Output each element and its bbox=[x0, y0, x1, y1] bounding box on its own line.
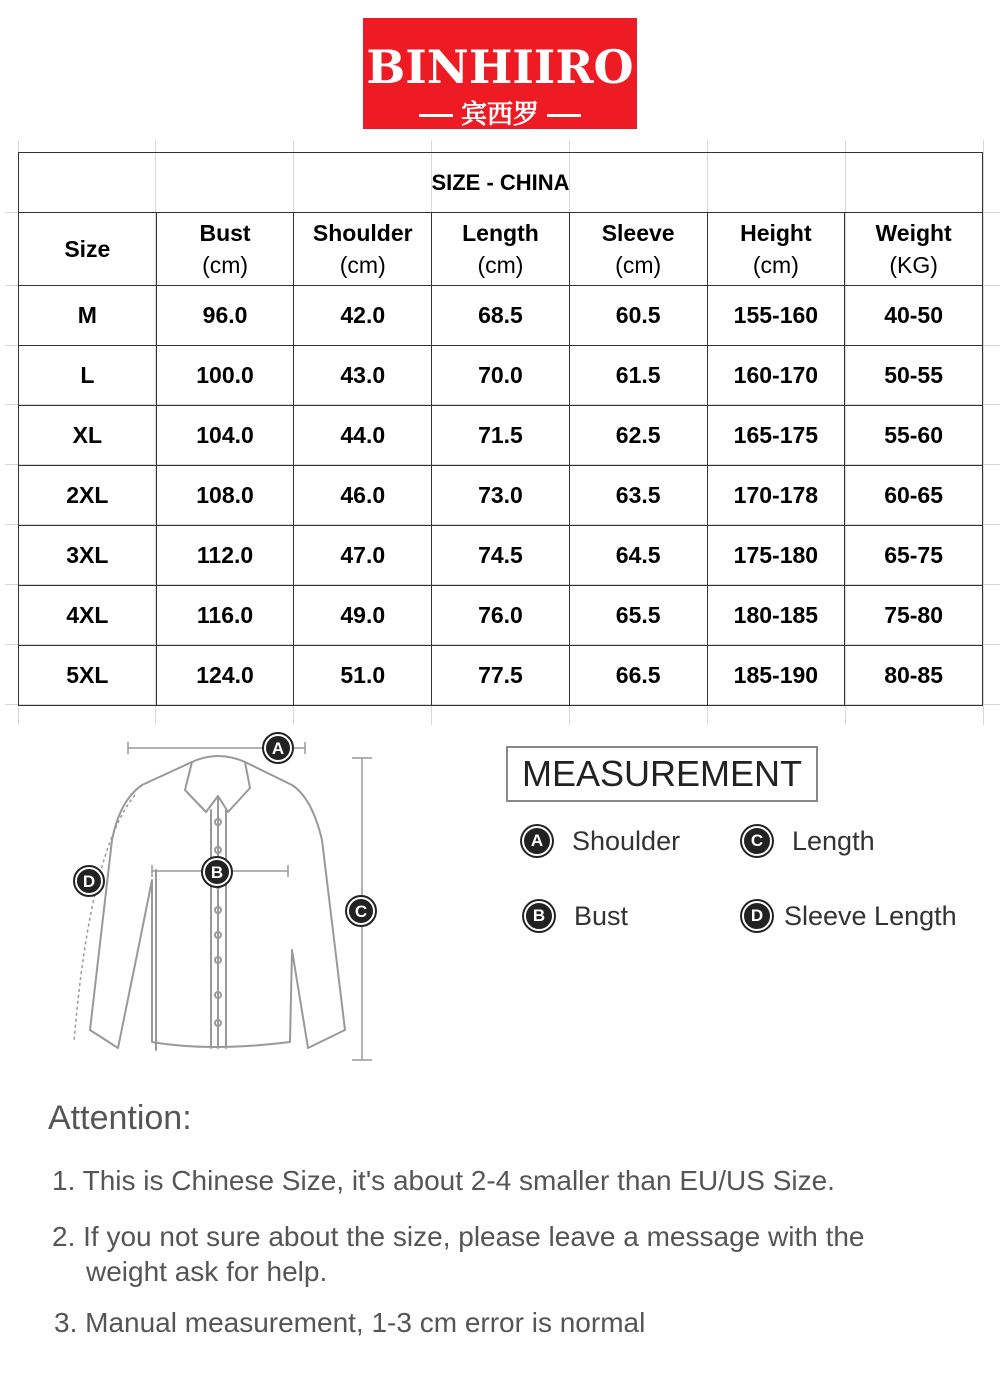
cell-length: 74.5 bbox=[432, 526, 570, 586]
legend-item-length bbox=[742, 826, 875, 856]
header-size: Size bbox=[19, 213, 157, 286]
cell-size: 3XL bbox=[19, 526, 157, 586]
cell-length: 77.5 bbox=[432, 646, 570, 706]
table-row bbox=[19, 286, 983, 346]
cell-length: 71.5 bbox=[432, 406, 570, 466]
cell-shoulder: 42.0 bbox=[294, 286, 432, 346]
shirt-outline-icon bbox=[60, 730, 390, 1070]
legend-label: Shoulder bbox=[572, 825, 681, 856]
header-bust: Bust (cm) bbox=[156, 213, 294, 286]
measurement-title: MEASUREMENT bbox=[506, 746, 818, 802]
cell-shoulder: 49.0 bbox=[294, 586, 432, 646]
cell-height: 175-180 bbox=[707, 526, 845, 586]
legend-item-shoulder bbox=[522, 826, 680, 856]
diagram-marker-b: B bbox=[210, 863, 224, 882]
cell-shoulder: 51.0 bbox=[294, 646, 432, 706]
cell-height: 155-160 bbox=[707, 286, 845, 346]
cell-length: 73.0 bbox=[432, 466, 570, 526]
cell-bust: 124.0 bbox=[156, 646, 294, 706]
cell-size: M bbox=[19, 286, 157, 346]
header-weight: Weight (KG) bbox=[845, 213, 983, 286]
cell-height: 160-170 bbox=[707, 346, 845, 406]
size-table bbox=[18, 152, 983, 706]
table-caption: SIZE - CHINA bbox=[19, 153, 983, 213]
diagram-marker-a: A bbox=[271, 739, 285, 758]
table-row bbox=[19, 346, 983, 406]
cell-size: L bbox=[19, 346, 157, 406]
cell-bust: 112.0 bbox=[156, 526, 294, 586]
attention-note-2: 2. If you not sure about the size, please leave a message with the bbox=[52, 1221, 865, 1252]
cell-size: 4XL bbox=[19, 586, 157, 646]
cell-length: 70.0 bbox=[432, 346, 570, 406]
diagram-marker-c: C bbox=[354, 902, 368, 921]
cell-sleeve: 63.5 bbox=[569, 466, 707, 526]
cell-weight: 55-60 bbox=[845, 406, 983, 466]
table-header-row bbox=[19, 213, 983, 286]
cell-length: 76.0 bbox=[432, 586, 570, 646]
brand-chinese-name bbox=[363, 102, 637, 128]
attention-note-3: 3. Manual measurement, 1-3 cm error is normal bbox=[54, 1307, 646, 1338]
cell-weight: 50-55 bbox=[845, 346, 983, 406]
cell-size: 2XL bbox=[19, 466, 157, 526]
cell-weight: 40-50 bbox=[845, 286, 983, 346]
attention-note-1: 1. This is Chinese Size, it's about 2-4 smaller than EU/US Size. bbox=[52, 1165, 835, 1196]
cell-sleeve: 61.5 bbox=[569, 346, 707, 406]
legend-item-sleeve-length bbox=[742, 901, 957, 931]
table-row bbox=[19, 526, 983, 586]
cell-shoulder: 43.0 bbox=[294, 346, 432, 406]
legend-label: Sleeve Length bbox=[784, 900, 957, 931]
cell-height: 165-175 bbox=[707, 406, 845, 466]
cell-shoulder: 47.0 bbox=[294, 526, 432, 586]
cell-shoulder: 46.0 bbox=[294, 466, 432, 526]
cell-size: 5XL bbox=[19, 646, 157, 706]
badge-d-icon: D bbox=[742, 901, 772, 931]
cell-bust: 100.0 bbox=[156, 346, 294, 406]
cell-shoulder: 44.0 bbox=[294, 406, 432, 466]
brand-chinese-text: 宾西罗 bbox=[460, 100, 539, 130]
cell-bust: 104.0 bbox=[156, 406, 294, 466]
cell-bust: 116.0 bbox=[156, 586, 294, 646]
diagram-marker-d: D bbox=[82, 872, 96, 891]
cell-bust: 96.0 bbox=[156, 286, 294, 346]
badge-c-icon: C bbox=[742, 826, 772, 856]
cell-sleeve: 65.5 bbox=[569, 586, 707, 646]
attention-title: Attention: bbox=[48, 1099, 192, 1137]
cell-sleeve: 60.5 bbox=[569, 286, 707, 346]
header-shoulder: Shoulder (cm) bbox=[294, 213, 432, 286]
cell-weight: 60-65 bbox=[845, 466, 983, 526]
brand-name: BINHIIRO bbox=[366, 40, 634, 94]
cell-size: XL bbox=[19, 406, 157, 466]
table-row bbox=[19, 646, 983, 706]
table-row bbox=[19, 406, 983, 466]
header-height: Height (cm) bbox=[707, 213, 845, 286]
legend-label: Bust bbox=[574, 900, 629, 931]
cell-length: 68.5 bbox=[432, 286, 570, 346]
cell-weight: 75-80 bbox=[845, 586, 983, 646]
cell-bust: 108.0 bbox=[156, 466, 294, 526]
legend-item-bust bbox=[524, 901, 628, 931]
cell-height: 185-190 bbox=[707, 646, 845, 706]
cell-height: 170-178 bbox=[707, 466, 845, 526]
cell-weight: 80-85 bbox=[845, 646, 983, 706]
header-sleeve: Sleeve (cm) bbox=[569, 213, 707, 286]
attention-note-2-cont: weight ask for help. bbox=[86, 1256, 328, 1287]
header-length: Length (cm) bbox=[432, 213, 570, 286]
brand-logo bbox=[363, 18, 637, 129]
table-row bbox=[19, 466, 983, 526]
cell-sleeve: 64.5 bbox=[569, 526, 707, 586]
cell-sleeve: 62.5 bbox=[569, 406, 707, 466]
legend-label: Length bbox=[792, 825, 875, 856]
table-row bbox=[19, 586, 983, 646]
cell-sleeve: 66.5 bbox=[569, 646, 707, 706]
badge-a-icon: A bbox=[522, 826, 552, 856]
cell-height: 180-185 bbox=[707, 586, 845, 646]
badge-b-icon: B bbox=[524, 901, 554, 931]
cell-weight: 65-75 bbox=[845, 526, 983, 586]
